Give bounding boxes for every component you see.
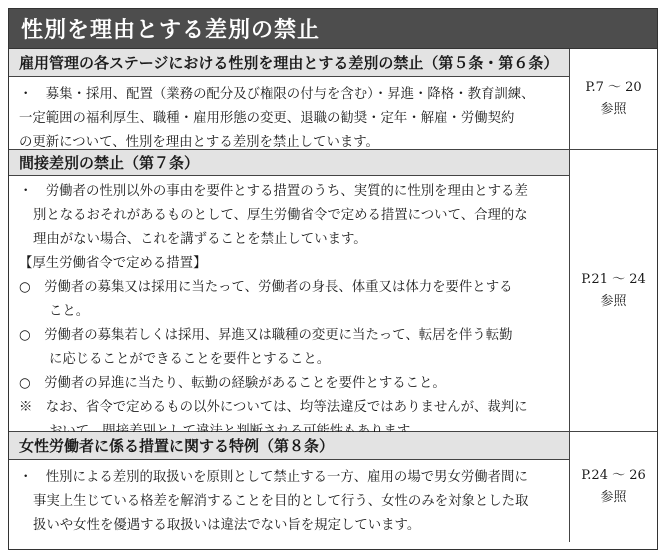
reference-cell-2 [570, 150, 657, 431]
body-line: ○ 労働者の募集若しくは採用、昇進又は職種の変更に当たって、転居を伴う転勤 [19, 328, 513, 343]
reference-label: 参照 [600, 102, 627, 117]
reference-pages: P.7 〜 20 [585, 80, 642, 95]
body-line: 扱いや女性を優遇する取扱いは違法でない旨を規定しています。 [33, 518, 421, 533]
body-line: の更新について、性別を理由とする差別を禁止しています。 [19, 135, 379, 150]
body-line: ○ 労働者の昇進に当たり、転勤の経験があることを要件とすること。 [19, 376, 446, 391]
body-line: 一定範囲の福利厚生、職種・雇用形態の変更、退職の勧奨・定年・解雇・労働契約 [19, 111, 515, 126]
section-heading-1: 雇用管理の各ステージにおける性別を理由とする差別の禁止（第５条・第６条） [9, 49, 569, 77]
body-line: 別となるおそれがあるものとして、厚生労働省令で定める措置について、合理的な [33, 208, 528, 223]
section-heading-3: 女性労働者に係る措置に関する特例（第８条） [9, 432, 569, 460]
body-line [19, 83, 561, 107]
section-content-3 [9, 432, 570, 542]
section-row-3 [9, 432, 657, 542]
section-row-2 [9, 150, 657, 432]
reference-pages: P.24 〜 26 [581, 468, 646, 483]
section-heading-2: 間接差別の禁止（第７条） [9, 150, 569, 176]
document-table [8, 8, 658, 550]
body-line: こと。 [49, 304, 90, 319]
body-line: ○ 労働者の募集又は採用に当たって、労働者の身長、体重又は体力を要件とする [19, 280, 513, 295]
body-line: ・ 性別による差別的取扱いを原則として禁止する一方、雇用の場で男女労働者間に [19, 470, 528, 485]
section-body-1 [9, 77, 569, 155]
section-body-3 [9, 460, 569, 538]
reference-label: 参照 [600, 490, 627, 505]
body-line: 理由がない場合、これを講ずることを禁止しています。 [33, 232, 367, 247]
reference-cell-1 [570, 49, 657, 149]
section-row-1 [9, 49, 657, 150]
sections-table [9, 49, 657, 542]
reference-label: 参照 [600, 293, 627, 309]
reference-cell-3 [570, 432, 657, 542]
section-content-1 [9, 49, 570, 149]
body-line: に応じることができることを要件とすること。 [49, 352, 331, 367]
body-line: 事実上生じている格差を解消することを目的として行う、女性のみを対象とした取 [33, 494, 529, 509]
body-line: 【厚生労働省令で定める措置】 [19, 256, 207, 271]
body-line-text: ・ 募集・採用、配置（業務の配分及び権限の付与を含む）・昇進・降格・教育訓練、 [19, 87, 535, 102]
body-line: ・ 労働者の性別以外の事由を要件とする措置のうち、実質的に性別を理由とする差 [19, 184, 528, 199]
reference-pages: P.21 〜 24 [581, 271, 646, 287]
section-body-2 [9, 176, 569, 444]
page-title: 性別を理由とする差別の禁止 [9, 9, 657, 49]
section-content-2 [9, 150, 570, 431]
body-line: ※ なお、省令で定めるもの以外については、均等法違反ではありませんが、裁判に [19, 400, 528, 415]
